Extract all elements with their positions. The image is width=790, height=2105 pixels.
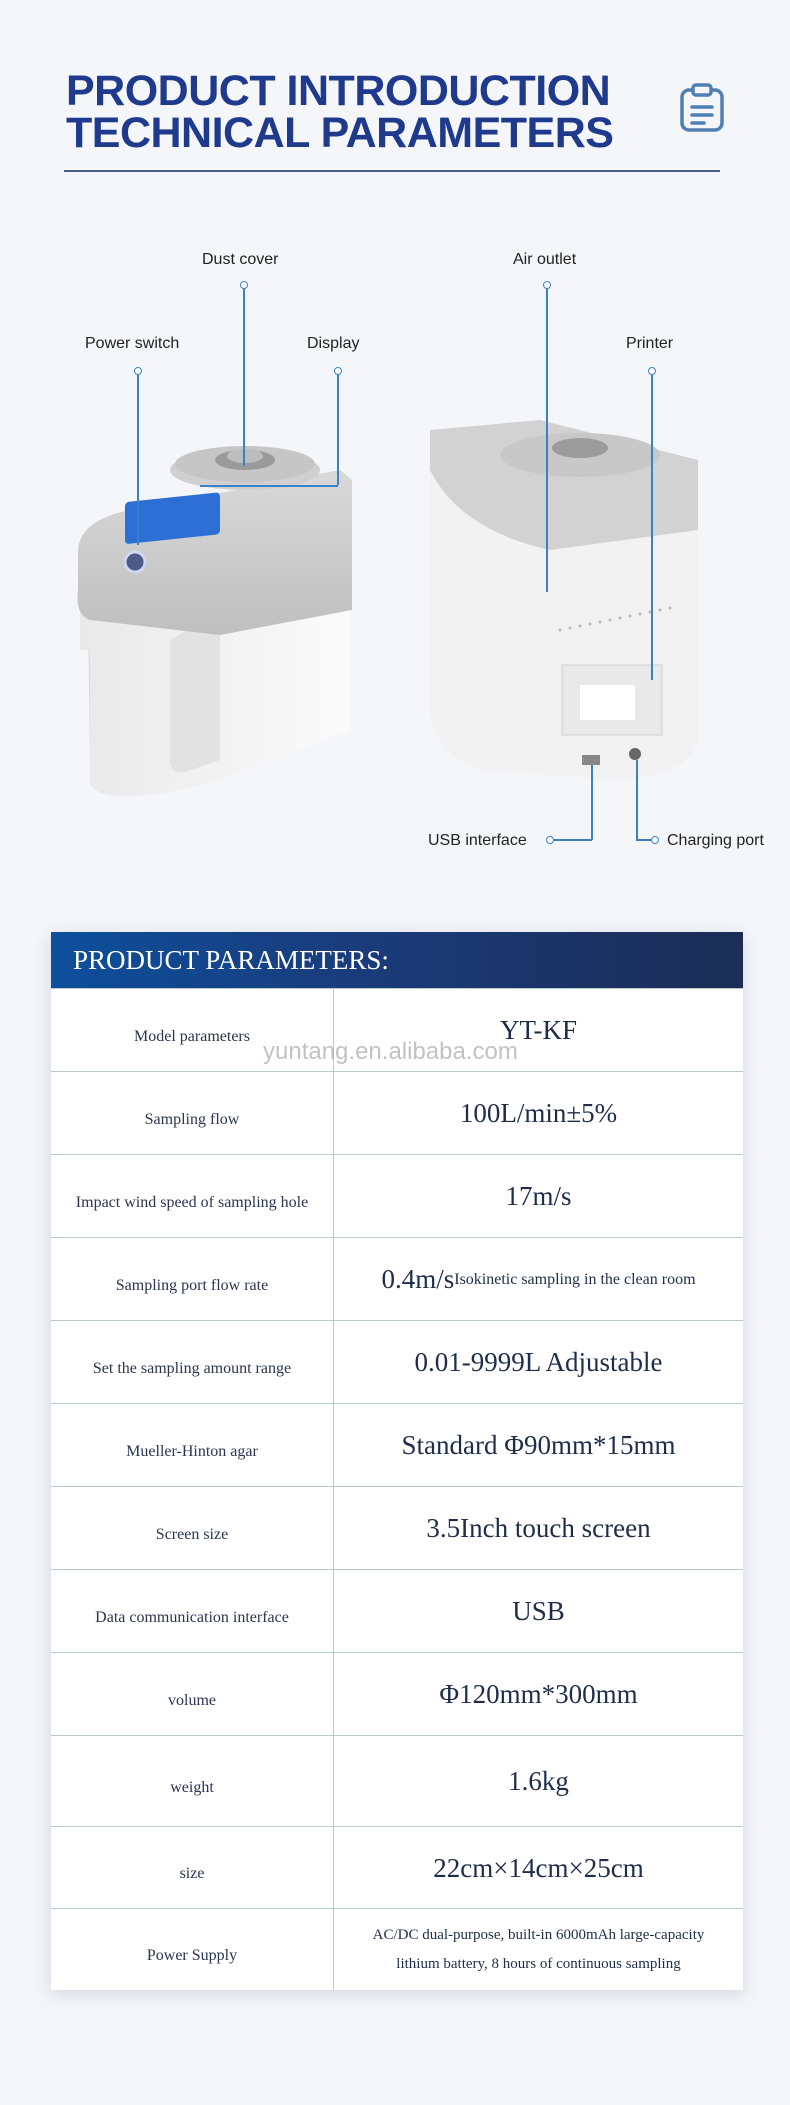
clipboard-icon	[678, 83, 726, 133]
param-value	[334, 1238, 743, 1321]
param-value-line-1: AC/DC dual-purpose, built-in 6000mAh large-capacity	[372, 1927, 705, 1943]
param-value: 17m/s	[505, 1181, 572, 1211]
callout-air-outlet: Air outlet	[513, 251, 577, 268]
parameters-heading: PRODUCT PARAMETERS:	[51, 932, 743, 988]
param-label: size	[51, 1827, 334, 1909]
table-row	[51, 1652, 743, 1736]
param-label: Power Supply	[51, 1909, 334, 1991]
callout-charging-port: Charging port	[667, 832, 764, 849]
leader-dot	[648, 367, 656, 375]
product-figure	[0, 240, 790, 860]
leader-dot	[546, 836, 554, 844]
param-label: Mueller-Hinton agar	[51, 1404, 334, 1487]
param-value: Φ120mm*300mm	[439, 1679, 638, 1709]
leader-usb	[591, 765, 593, 840]
table-row	[51, 1154, 743, 1238]
param-label: Screen size	[51, 1487, 334, 1570]
leader-dust-cover	[243, 284, 245, 466]
param-value: YT-KF	[499, 1015, 578, 1045]
param-value: 100L/min±5%	[459, 1098, 618, 1128]
param-value-note: Isokinetic sampling in the clean room	[454, 1270, 696, 1288]
table-row	[51, 1320, 743, 1404]
table-row	[51, 1486, 743, 1570]
param-label: Impact wind speed of sampling hole	[51, 1155, 334, 1238]
leader-printer	[651, 370, 653, 680]
device-front-image	[70, 400, 370, 850]
watermark: yuntang.en.alibaba.com	[263, 1038, 518, 1065]
table-row	[51, 1071, 743, 1155]
table-row	[51, 1908, 743, 1991]
param-value: Standard Φ90mm*15mm	[401, 1430, 676, 1460]
leader-power-switch	[137, 370, 139, 545]
leader-dot	[134, 367, 142, 375]
param-label: Model parameters	[51, 989, 334, 1072]
product-parameters-table	[51, 932, 743, 1990]
table-row	[51, 1569, 743, 1653]
param-value: USB	[512, 1596, 565, 1626]
table-row	[51, 1735, 743, 1827]
callout-dust-cover: Dust cover	[202, 251, 279, 268]
leader-air-outlet	[546, 284, 548, 592]
callout-printer: Printer	[626, 335, 674, 352]
leader-usb-h	[549, 839, 592, 841]
param-value-paragraph	[373, 1921, 705, 1979]
param-label: Set the sampling amount range	[51, 1321, 334, 1404]
param-label: volume	[51, 1653, 334, 1736]
param-label: Data communication interface	[51, 1570, 334, 1653]
param-value	[334, 1909, 743, 1991]
leader-dot	[651, 836, 659, 844]
callout-power-switch: Power switch	[85, 335, 180, 352]
callout-display: Display	[307, 335, 360, 352]
callout-usb-interface: USB interface	[428, 832, 527, 849]
title-line-2: TECHNICAL PARAMETERS	[66, 109, 614, 157]
param-label: weight	[51, 1736, 334, 1827]
leader-display	[337, 370, 339, 485]
device-back-image	[420, 410, 710, 840]
param-value-line-2: lithium battery, 8 hours of continuous sampling	[396, 1956, 681, 1972]
table-row	[51, 1826, 743, 1909]
param-value: 22cm×14cm×25cm	[433, 1852, 644, 1883]
leader-dot	[240, 281, 248, 289]
param-value: 1.6kg	[508, 1766, 569, 1796]
page-title	[66, 67, 614, 157]
table-row	[51, 1403, 743, 1487]
leader-dot	[334, 367, 342, 375]
param-value: 0.01-9999L Adjustable	[414, 1347, 663, 1377]
param-value-main: 0.4m/s	[381, 1264, 455, 1294]
header-divider	[64, 170, 720, 172]
title-line-1: PRODUCT INTRODUCTION	[66, 67, 611, 115]
leader-dot	[543, 281, 551, 289]
param-label: Sampling flow	[51, 1072, 334, 1155]
leader-display-h	[200, 485, 338, 487]
param-label: Sampling port flow rate	[51, 1238, 334, 1321]
leader-charging	[636, 760, 638, 840]
table-row	[51, 1237, 743, 1321]
param-value: 3.5Inch touch screen	[426, 1513, 651, 1543]
